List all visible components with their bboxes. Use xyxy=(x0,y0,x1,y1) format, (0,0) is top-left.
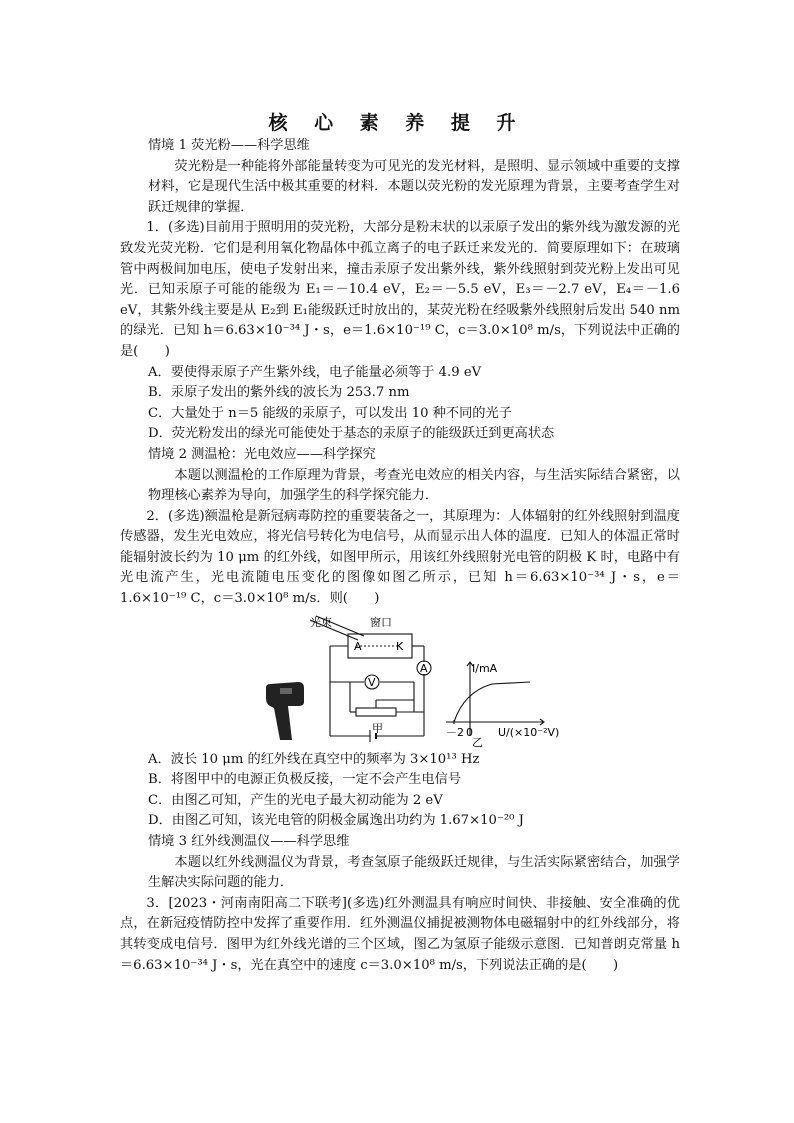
label-cathode: K xyxy=(396,639,404,653)
question-2-option-a: A．波长 10 μm 的红外线在真空中的频率为 3×10¹³ Hz xyxy=(148,751,480,767)
label-voltmeter: V xyxy=(368,675,376,689)
situation-2-intro: 本题以测温枪的工作原理为背景，考查光电效应的相关内容，与生活实际结合紧密，以物理核心素养为导向，加强学生的科学探究能力． xyxy=(148,467,680,504)
figure-svg xyxy=(120,612,680,748)
graph-y-label: I/mA xyxy=(472,661,498,675)
situation-3-heading: 情境 3 红外线测温仪——科学思维 xyxy=(148,834,350,850)
situation-3-intro: 本题以红外线测温仪为背景，考查氢原子能级跃迁规律，与生活实际紧密结合，加强学生解决实际问题的能力． xyxy=(148,854,680,891)
caption-jia: 甲 xyxy=(372,721,383,735)
question-1-option-a: A．要使得汞原子产生紫外线，电子能量必须等于 4.9 eV xyxy=(148,364,482,380)
question-2-option-d: D．由图乙可知，该光电管的阴极金属逸出功约为 1.67×10⁻²⁰ J xyxy=(148,813,524,829)
page-title: 核 心 素 养 提 升 xyxy=(268,112,526,134)
label-anode: A xyxy=(354,639,362,653)
question-2-option-c: C．由图乙可知，产生的光电子最大初动能为 2 eV xyxy=(148,792,443,808)
graph-origin: 0 xyxy=(466,725,473,739)
question-1-option-d: D．荧光粉发出的绿光可能使处于基态的汞原子的能级跃迁到更高状态 xyxy=(148,426,555,442)
graph-x-label: U/(×10⁻²V) xyxy=(498,725,560,739)
label-ammeter: A xyxy=(420,661,428,675)
graph-tick-neg2: －2 xyxy=(446,725,464,739)
situation-1-intro: 荧光粉是一种能将外部能量转变为可见光的发光材料，是照明、显示领域中重要的支撑材料，它是现代生活中极其重要的材料．本题以荧光粉的发光原理为背景，主要考查学生对跃迁规律的掌握． xyxy=(148,158,680,215)
label-beam: 光束 xyxy=(310,615,332,629)
question-2-figure xyxy=(120,612,680,748)
thermometer-gun-image xyxy=(266,682,304,740)
question-1-option-c: C．大量处于 n＝5 能级的汞原子，可以发出 10 种不同的光子 xyxy=(148,405,512,421)
question-1: 1．(多选)目前用于照明用的荧光粉，大部分是粉末状的以汞原子发出的紫外线为激发源的光致发光荧光粉．它们是利用氧化物晶体中孤立离子的电子跃迁来发光的．简要原理如下：在玻璃管中两极间加电压，使电子发射出来，撞击汞原子发出紫外线，紫外线照射到荧光粉上发出可见光．已知汞原子可能的能级为 E₁＝－10.4 eV，E₂＝－5.5 eV，E₃＝－2.7 eV，E₄＝－1.6 eV，其紫外线主要是从 E₂到 E₁能级跃迁时放出的，某荧光粉在经吸紫外线照射后发出 540 nm 的绿光．已知 h＝6.63×10⁻³⁴ J・s，e＝1.6×10⁻¹⁹ C，c＝3.0×10⁸ m/s，下列说法中正确的是( ) xyxy=(120,220,680,359)
question-2-option-b: B．将图甲中的电源正负极反接，一定不会产生电信号 xyxy=(148,772,462,788)
situation-2-heading: 情境 2 测温枪：光电效应——科学探究 xyxy=(148,446,376,462)
caption-yi: 乙 xyxy=(472,735,483,748)
question-3: 3．[2023・河南南阳高二下联考](多选)红外测温具有响应时间快、非接触、安全准确的优点，在新冠疫情防控中发挥了重要作用．红外测温仪捕捉被测物体电磁辐射中的红外线部分，将其转变成电信号．图甲为红外线光谱的三个区域，图乙为氢原子能级示意图．已知普朗克常量 h＝6.63×10⁻³⁴ J・s，光在真空中的速度 c＝3.0×10⁸ m/s，下列说法正确的是( ) xyxy=(120,895,680,973)
content-column xyxy=(120,136,680,976)
situation-1-heading: 情境 1 荧光粉——科学思维 xyxy=(148,138,310,153)
question-2: 2．(多选)额温枪是新冠病毒防控的重要装备之一，其原理为：人体辐射的红外线照射到温度传感器，发生光电效应，将光信号转化为电信号，从而显示出人体的温度．已知人的体温正常时能辐射波长约为 10 μm 的红外线，如图甲所示，用该红外线照射光电管的阴极 K 时，电路中有光电流产生，光电流随电压变化的图像如图乙所示，已知 h＝6.63×10⁻³⁴ J・s，e＝1.6×10⁻¹⁹ C，c＝3.0×10⁸ m/s．则( ) xyxy=(120,508,680,607)
label-window: 窗口 xyxy=(370,615,392,629)
question-1-option-b: B．汞原子发出的紫外线的波长为 253.7 nm xyxy=(148,385,410,401)
